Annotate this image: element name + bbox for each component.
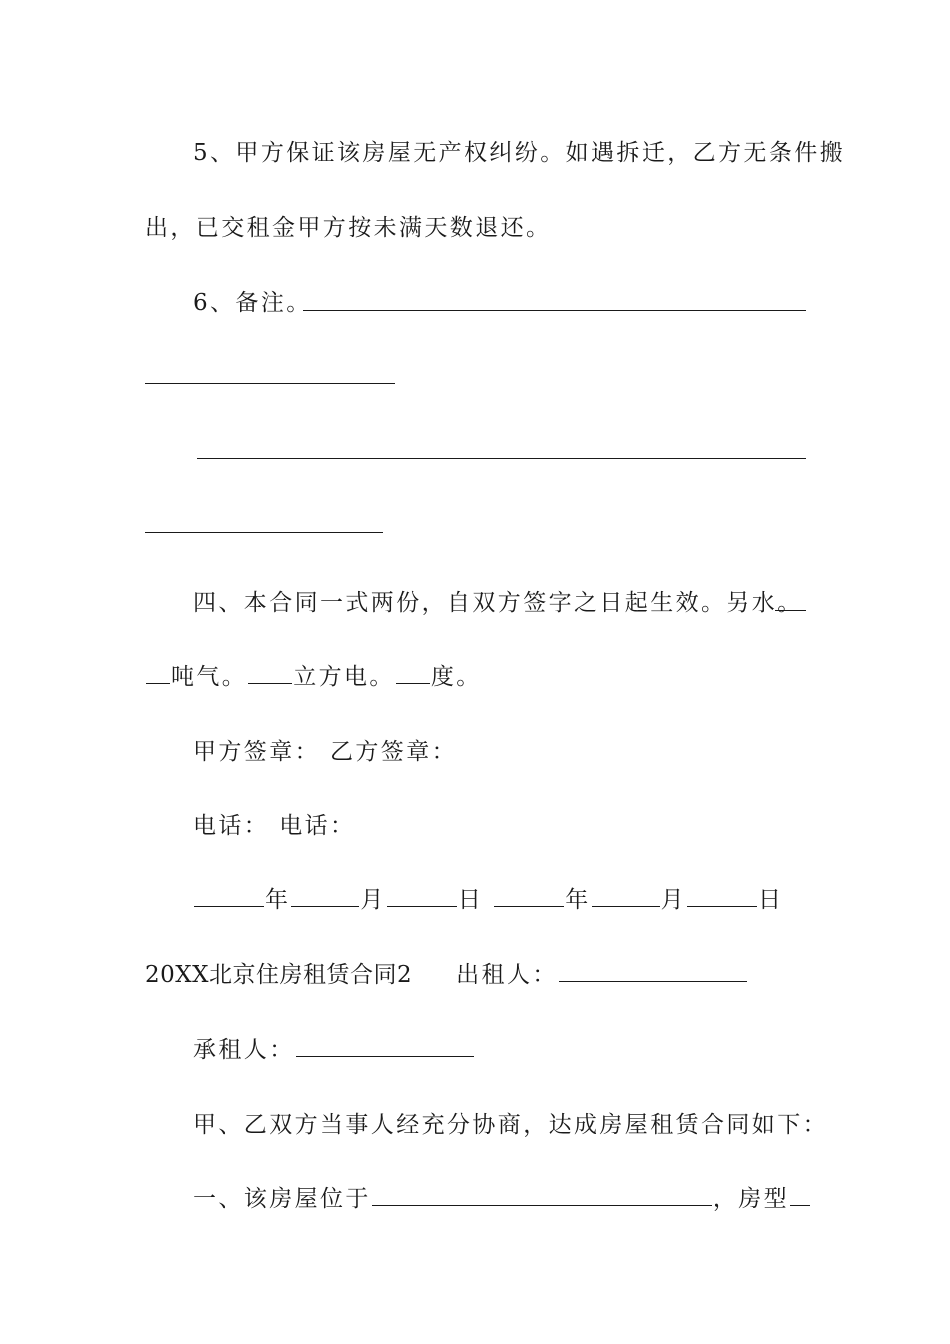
lessor-blank xyxy=(559,961,747,982)
remarks-blank-3 xyxy=(197,458,806,459)
party-a-day-label: 日 xyxy=(457,887,484,913)
party-b-signature-label: 乙方签章： xyxy=(330,739,457,765)
degree-label: 度。 xyxy=(430,664,482,690)
clause-5-line-1 xyxy=(193,138,846,168)
party-a-signature-label: 甲方签章： xyxy=(193,739,320,765)
party-b-day-blank xyxy=(687,886,757,907)
section-4-text-1: 四、本合同一式两份，自双方签字之日起生效。另水。 xyxy=(193,590,803,616)
party-b-year-label: 年 xyxy=(565,887,591,913)
date-line xyxy=(193,885,810,915)
clause-6-label: 6、备注。 xyxy=(193,290,312,316)
electricity-blank xyxy=(396,663,430,684)
party-b-year-blank xyxy=(494,886,564,907)
clause-1-label: 一、该房屋位于 xyxy=(193,1186,371,1212)
water-blank-b xyxy=(146,663,170,684)
gas-blank xyxy=(248,663,292,684)
party-a-year-blank xyxy=(194,886,264,907)
party-a-year-label: 年 xyxy=(265,887,291,913)
remarks-blank-1 xyxy=(303,310,806,311)
lessor-label: 出租人： xyxy=(456,962,558,988)
clause-5-line-2 xyxy=(145,213,810,243)
phone-line xyxy=(193,811,810,841)
address-blank xyxy=(372,1185,712,1206)
clause-1-line xyxy=(193,1184,810,1214)
remarks-blank-2 xyxy=(145,383,395,384)
room-type-label: ，房型 xyxy=(712,1186,790,1212)
lessee-blank xyxy=(296,1036,474,1057)
party-b-day-label: 日 xyxy=(758,887,784,913)
party-a-day-blank xyxy=(387,886,457,907)
section-4-line-2 xyxy=(145,662,810,692)
party-b-phone-label: 电话： xyxy=(279,813,356,839)
contract-2-title: 20XX北京住房租赁合同2 xyxy=(145,962,413,988)
party-a-month-label: 月 xyxy=(360,887,386,913)
lessee-label: 承租人： xyxy=(193,1037,295,1063)
lessee-line xyxy=(193,1035,810,1065)
clause-5-text-2: 出，已交租金甲方按未满天数退还。 xyxy=(145,215,552,241)
agreement-intro-line xyxy=(193,1110,828,1140)
gas-label: 吨气。 xyxy=(171,664,248,690)
electricity-label: 立方电。 xyxy=(293,664,395,690)
clause-5-text-1: 5、甲方保证该房屋无产权纠纷。如遇拆迁，乙方无条件搬 xyxy=(193,140,846,166)
agreement-intro-text: 甲、乙双方当事人经充分协商，达成房屋租赁合同如下： xyxy=(193,1112,828,1138)
room-type-blank xyxy=(790,1185,810,1206)
signature-line xyxy=(193,737,810,767)
contract-2-line xyxy=(145,960,810,990)
remarks-blank-4 xyxy=(145,532,383,533)
section-4-line-1 xyxy=(193,588,810,618)
party-a-phone-label: 电话： xyxy=(193,813,270,839)
party-a-month-blank xyxy=(291,886,359,907)
party-b-month-blank xyxy=(592,886,660,907)
party-b-month-label: 月 xyxy=(660,887,687,913)
water-blank-a xyxy=(775,610,806,611)
clause-6-line xyxy=(193,288,810,318)
